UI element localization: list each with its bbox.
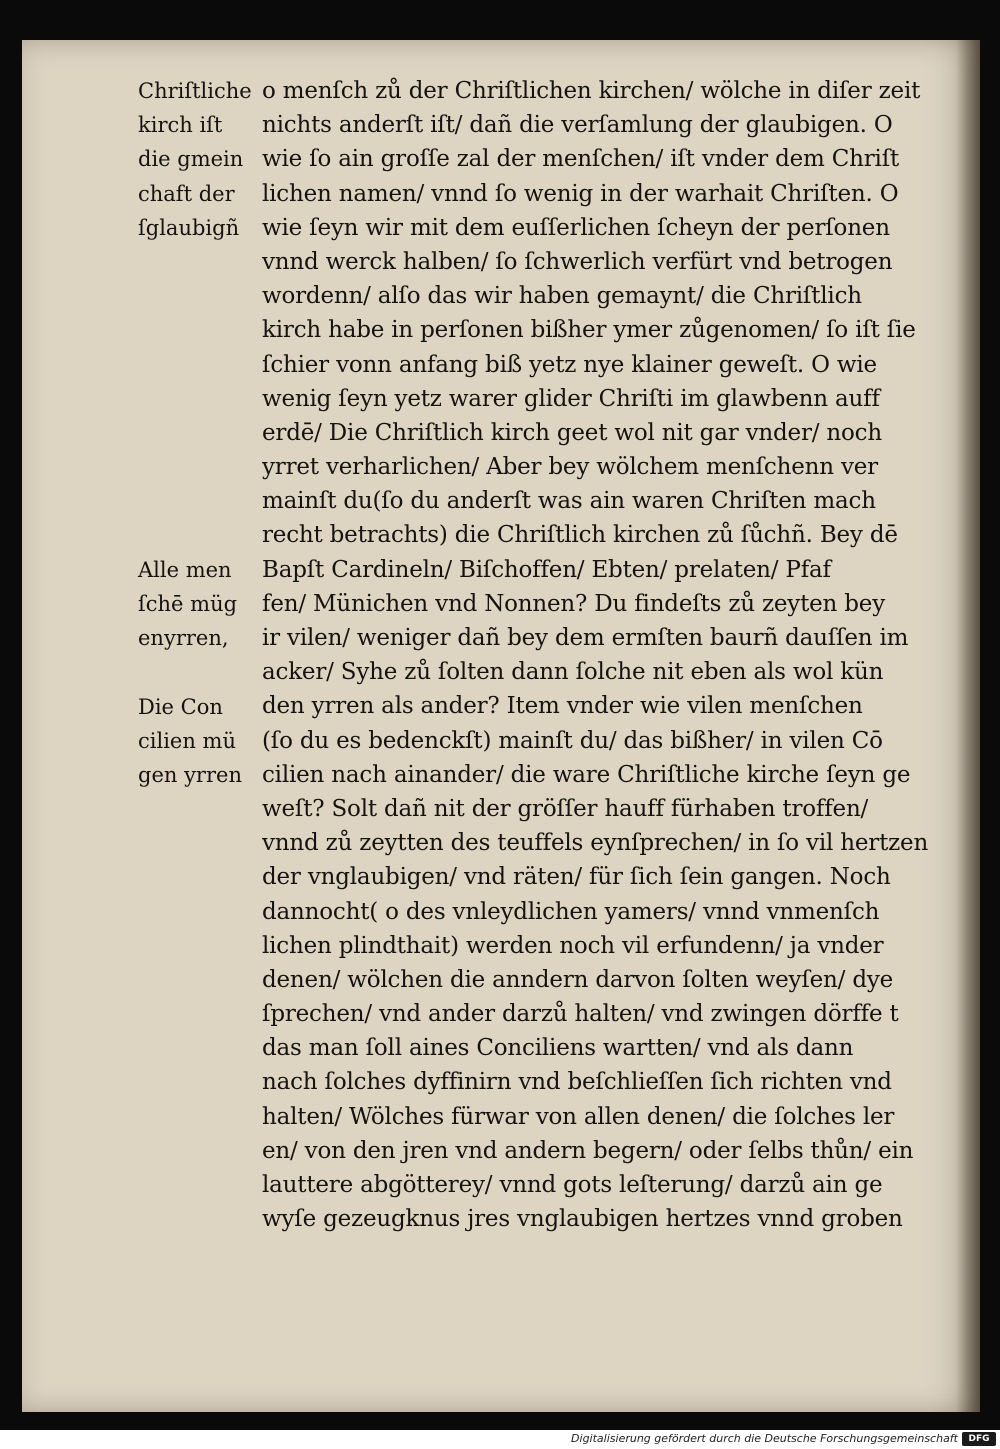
text-line: nichts anderſt iſt/ dañ die verſamlung der glaubigen. O (262, 112, 893, 139)
text-line: acker/ Syhe zů ſolten dann ſolche nit eben als wol kün (262, 659, 884, 686)
text-line: (ſo du es bedenckſt) mainſt du/ das bißher/ in vilen Cō (262, 727, 883, 754)
text-line: lichen namen/ vnnd ſo wenig in der warhait Chriſten. O (262, 180, 899, 207)
dfg-logo-icon: DFG (962, 1432, 996, 1446)
body-text (262, 74, 952, 1236)
text-line: den yrren als ander? Item vnder wie vilen menſchen (262, 693, 863, 720)
text-line: denen/ wölchen die anndern darvon ſolten weyſen/ dye (262, 966, 894, 993)
text-line: mainſt du(ſo du anderſt was ain waren Chriſten mach (262, 488, 876, 515)
text-line: recht betrachts) die Chriſtlich kirchen zů ſůchñ. Bey dē (262, 522, 898, 549)
margin-note-line: die gmein (138, 147, 244, 172)
text-line: nach ſolches dyffinirn vnd beſchlieſſen ſich richten vnd (262, 1069, 892, 1096)
text-line: en/ von den jren vnd andern begern/ oder ſelbs thůn/ ein (262, 1137, 914, 1164)
text-line: kirch habe in perſonen bißher ymer zůgenomen/ ſo iſt ſie (262, 317, 916, 344)
margin-note-line: chaft der (138, 181, 235, 206)
margin-note-line: enyrren, (138, 626, 229, 651)
margin-note-line: Alle men (138, 558, 232, 582)
margin-note-line: kirch iſt (138, 113, 223, 138)
text-line: wie ſeyn wir mit dem euſſerlichen ſcheyn der perſonen (262, 214, 890, 241)
text-line: dannocht( o des vnleydlichen yamers/ vnnd vnmenſch (262, 898, 880, 925)
text-line: o menſch zů der Chriſtlichen kirchen/ wölche in diſer zeit (262, 78, 921, 104)
digitization-footer (0, 1430, 1000, 1449)
margin-note-line: ſglaubigñ (138, 215, 240, 240)
text-line: fen/ Münichen vnd Nonnen? Du findeſts zů zeyten bey (262, 590, 885, 617)
margin-note-line: gen yrren (138, 763, 242, 788)
text-line: ſchier vonn anfang biß yetz nye klainer geweſt. O wie (262, 351, 877, 378)
text-line: der vnglaubigen/ vnd räten/ für ſich ſein gangen. Noch (262, 864, 891, 891)
margin-note-all-men (138, 553, 268, 656)
text-line: wyſe gezeugknus jres vnglaubigen hertzes vnnd groben (262, 1206, 903, 1233)
text-line: erdē/ Die Chriſtlich kirch geet wol nit gar vnder/ noch (262, 419, 882, 446)
text-line: yrret verharlichen/ Aber bey wölchem menſchenn ver (262, 454, 878, 481)
text-line: vnnd zů zeytten des teuffels eynſprechen/ in ſo vil hertzen (262, 830, 929, 857)
text-line: Bapſt Cardineln/ Biſchoffen/ Ebten/ prelaten/ Pfaf (262, 556, 831, 583)
text-line: wie ſo ain groſſe zal der menſchen/ iſt vnder dem Chriſt (262, 146, 900, 173)
margin-note-line: Die Con (138, 695, 223, 719)
text-line: ir vilen/ weniger dañ bey dem ermſten baurñ dauſſen im (262, 625, 909, 651)
text-line: cilien nach ainander/ die ware Chriſtliche kirche ſeyn ge (262, 761, 911, 788)
margin-note-line: ſchē müg (138, 592, 238, 617)
text-line: halten/ Wölches fürwar von allen denen/ die ſolches ler (262, 1103, 895, 1130)
text-line: weſt? Solt dañ nit der gröſſer hauff fürhaben troffen/ (262, 795, 869, 822)
page-gutter-shadow (956, 40, 980, 1412)
text-line: wordenn/ alſo das wir haben gemaynt/ die Chriſtlich (262, 283, 862, 310)
footer-credit: Digitalisierung gefördert durch die Deutsche Forschungsgemeinschaft (571, 1432, 958, 1445)
text-line: vnnd werck halben/ ſo ſchwerlich verfürt vnd betrogen (262, 248, 893, 275)
margin-note-church (138, 74, 268, 245)
text-line: ſprechen/ vnd ander darzů halten/ vnd zwingen dörffe t (262, 1001, 899, 1028)
text-line: wenig ſeyn yetz warer glider Chriſti im glawbenn auff (262, 385, 880, 412)
margin-note-councils (138, 690, 268, 793)
text-line: lichen plindthait) werden noch vil erfundenn/ ja vnder (262, 932, 884, 959)
text-line: lauttere abgötterey/ vnnd gots leſterung/ darzů ain ge (262, 1172, 883, 1198)
text-line: das man ſoll aines Conciliens wartten/ vnd als dann (262, 1035, 854, 1062)
margin-note-line: cilien mü (138, 729, 236, 754)
margin-note-line: Chriſtliche (138, 79, 252, 103)
